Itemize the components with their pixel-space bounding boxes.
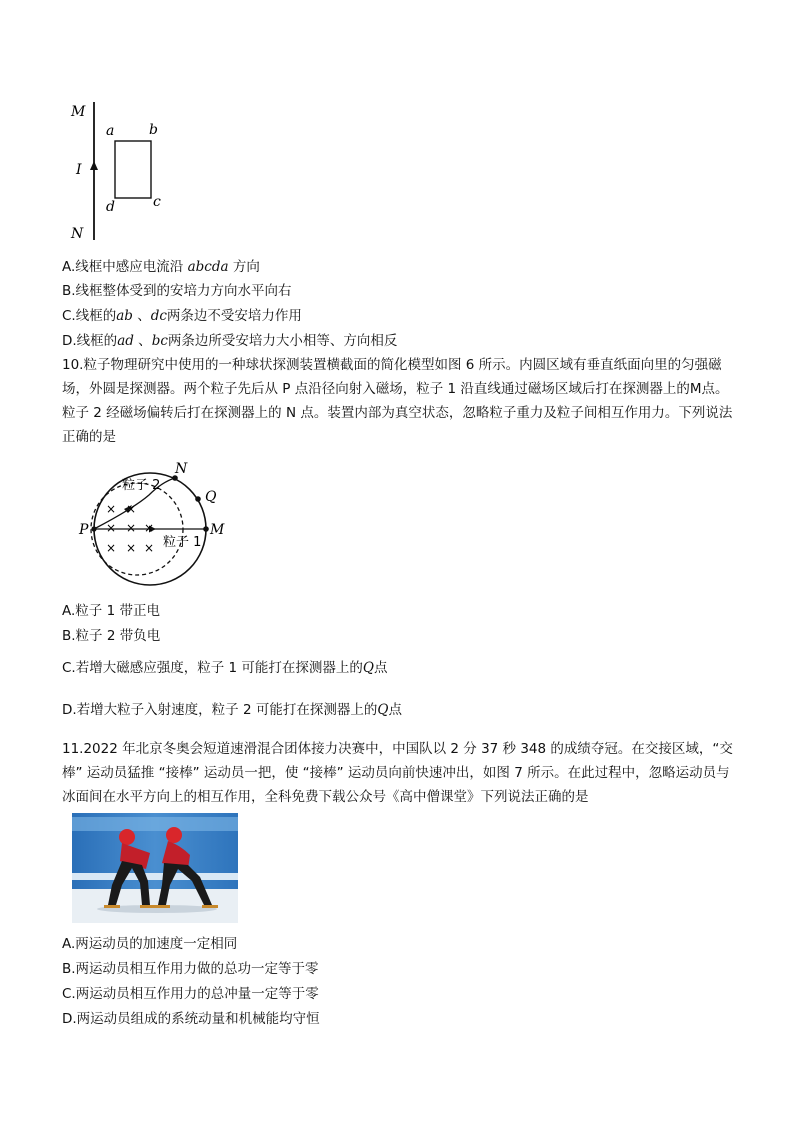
q10-option-b [62,626,160,646]
option-text: 方向 [228,259,260,275]
q9-option-b [62,281,292,301]
skater-1-skate [104,905,120,908]
option-text: D.两运动员组成的系统动量和机械能均守恒 [62,1011,320,1027]
label-Q: Q [205,489,217,505]
option-text: A.两运动员的加速度一定相同 [62,936,238,952]
option-math: Q [362,660,374,676]
q10-option-d [62,700,402,720]
wire-frame [115,141,151,198]
current-arrow [90,161,98,170]
label-particle-1: 粒子 1 [163,535,202,550]
option-text: B.两运动员相互作用力做的总功一定等于零 [62,961,319,977]
option-text: A.线框中感应电流沿 [62,259,188,275]
field-mark: × [106,521,117,535]
detector-figure [74,460,234,588]
q9-option-d [62,331,397,351]
field-mark: × [144,541,155,555]
point-P-dot [91,526,96,531]
q10-option-a [62,601,160,621]
q11-option-a [62,934,237,954]
label-d: d [106,199,115,215]
option-text: C.线框的 [62,308,117,324]
option-text: D.线框的 [62,333,118,349]
label-M: M [210,522,225,538]
point-M-dot [203,526,209,532]
field-mark: × [126,541,137,555]
option-text: C.若增大磁感应强度，粒子 1 可能打在探测器上的 [62,660,363,676]
skater-2-helmet [166,827,182,843]
field-mark: × [106,541,117,555]
skater-2-skate [202,905,218,908]
q11-option-d [62,1009,320,1029]
label-N: N [71,226,84,242]
q10-option-c [62,658,387,678]
label-I: I [76,162,82,178]
label-M: M [71,104,86,120]
option-text: 两条边所受安培力大小相等、方向相反 [167,333,398,349]
label-b: b [149,122,158,138]
wire-loop-figure [60,98,200,246]
label-N: N [175,461,188,477]
option-math: ad [117,333,134,349]
field-mark: × [144,521,155,535]
q11-stem: 11.2022 年北京冬奥会短道速滑混合团体接力决赛中，中国队以 2 分 37 秒 348 的成绩夺冠。在交接区域，“交棒” 运动员猛推 “接棒” 运动员一把，使 “接棒” 运动员向前快速冲出，如图 7 所示。在此过程中，忽略运动员与冰面间在水平方向上的相互作用，全科免费下载公众号《高中僧课堂》下列说法正确的是 [62,741,733,805]
label-P: P [79,522,89,538]
option-text: C.两运动员相互作用力的总冲量一定等于零 [62,986,319,1002]
point-Q-dot [195,496,201,502]
q11-option-c [62,984,319,1004]
skater-2-skate [154,905,170,908]
q10-stem: 10.粒子物理研究中使用的一种球状探测装置横截面的简化模型如图 6 所示。内圆区域有垂直纸面向里的匀强磁场，外圆是探测器。两个粒子先后从 P 点沿径向射入磁场，粒子 1 沿直线通过磁场区域后打在探测器上的M点。粒子 2 经磁场偏转后打在探测器上的 N 点。装置内部为真空状态，忽略粒子重力及粒子间相互作用力。下列说法正确的是 [62,357,733,445]
q9-option-c [62,306,302,326]
label-c: c [153,194,161,210]
option-text: B.线框整体受到的安培力方向水平向右 [62,283,292,299]
option-text: A.粒子 1 带正电 [62,603,160,619]
field-mark: × [126,521,137,535]
label-a: a [106,123,115,139]
wall-banner [72,817,238,831]
skater-1-helmet [119,829,135,845]
label-particle-2: 粒子 2 [122,478,161,493]
option-text: 、 [132,308,151,324]
q11-option-b [62,959,319,979]
option-math: Q [377,702,389,718]
field-mark: × [106,502,117,516]
option-text: 点 [373,660,388,676]
option-math: ab [116,308,133,324]
q9-option-a [62,257,260,277]
wall-stripe [72,873,238,880]
speed-skating-photo [72,813,238,923]
option-text: 、 [133,333,152,349]
field-mark: × [126,502,137,516]
option-text: 点 [388,702,402,718]
option-math: dc [150,308,167,324]
option-math: abcda [187,259,229,275]
option-text: D.若增大粒子入射速度，粒子 2 可能打在探测器上的 [62,702,378,718]
option-text: B.粒子 2 带负电 [62,628,161,644]
option-math: bc [151,333,168,349]
skater-1-skate [140,905,154,908]
option-text: 两条边不受安培力作用 [166,308,302,324]
